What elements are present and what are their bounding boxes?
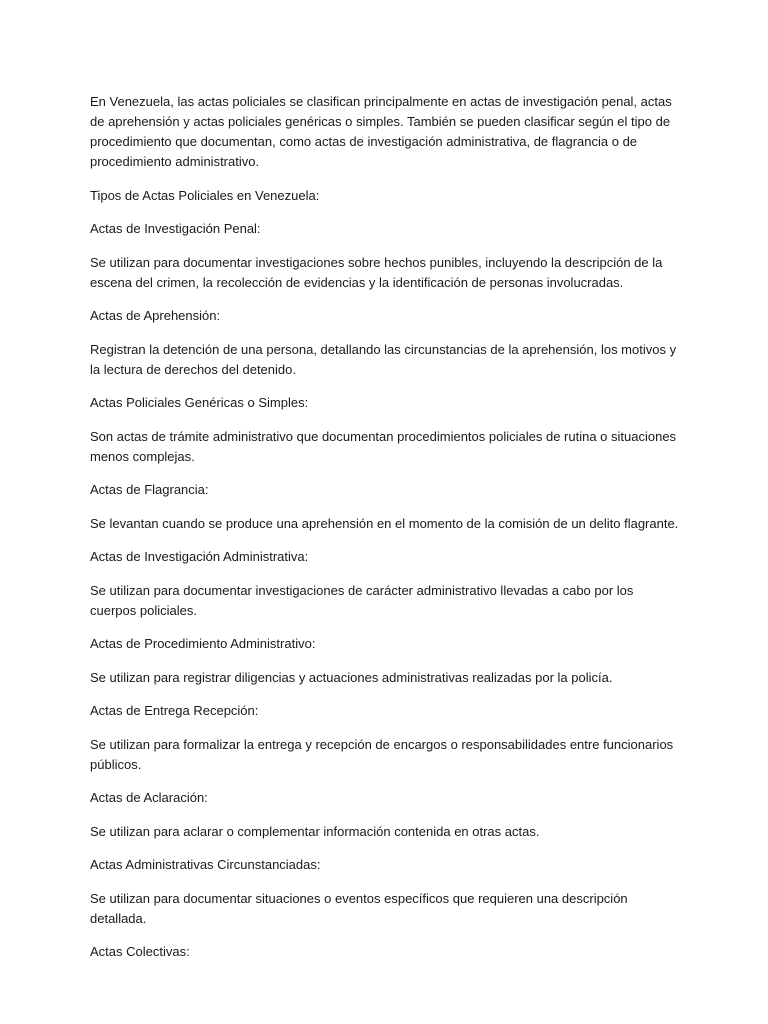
- item-body: Se levantan cuando se produce una aprehensión en el momento de la comisión de un delito flagrante.: [90, 515, 679, 531]
- item-heading: Actas de Entrega Recepción:: [90, 703, 259, 718]
- item-body: Se utilizan para registrar diligencias y actuaciones administrativas realizadas por la policía.: [90, 669, 613, 685]
- item-body: Registran la detención de una persona, detallando las circunstancias de la aprehensión, los motivos y la lectura de derechos del detenido.: [90, 341, 677, 377]
- item-heading: Actas de Aprehensión:: [90, 308, 221, 323]
- section-title: Tipos de Actas Policiales en Venezuela:: [90, 187, 320, 203]
- item-heading: Actas de Investigación Penal:: [90, 221, 261, 236]
- document-body: [90, 92, 682, 976]
- item-body: Se utilizan para formalizar la entrega y recepción de encargos o responsabilidades entre funcionarios públicos.: [90, 736, 674, 772]
- item-heading: Actas de Investigación Administrativa:: [90, 549, 309, 564]
- intro-paragraph: En Venezuela, las actas policiales se clasifican principalmente en actas de investigación penal, actas de aprehensión y actas policiales genéricas o simples. También se pueden clasificar según el tipo de procedimiento que documentan, como actas de investigación administrativa, de flagrancia o de procedimiento administrativo.: [90, 94, 672, 169]
- item-body: Se utilizan para documentar investigaciones sobre hechos punibles, incluyendo la descripción de la escena del crimen, la recolección de evidencias y la identificación de personas involucradas.: [90, 254, 663, 290]
- item-heading: Actas Colectivas:: [90, 944, 190, 959]
- item-body: Son actas de trámite administrativo que documentan procedimientos policiales de rutina o situaciones menos complejas.: [90, 428, 677, 464]
- item-heading: Actas de Procedimiento Administrativo:: [90, 636, 316, 651]
- item-heading: Actas de Aclaración:: [90, 790, 208, 805]
- item-heading: Actas Administrativas Circunstanciadas:: [90, 857, 321, 872]
- item-body: Se utilizan para documentar investigaciones de carácter administrativo llevadas a cabo por los cuerpos policiales.: [90, 582, 634, 618]
- item-body: Se utilizan para documentar situaciones o eventos específicos que requieren una descripción detallada.: [90, 890, 628, 926]
- item-heading: Actas de Flagrancia:: [90, 482, 209, 497]
- item-body: Se utilizan para aclarar o complementar información contenida en otras actas.: [90, 823, 540, 839]
- item-heading: Actas Policiales Genéricas o Simples:: [90, 395, 309, 410]
